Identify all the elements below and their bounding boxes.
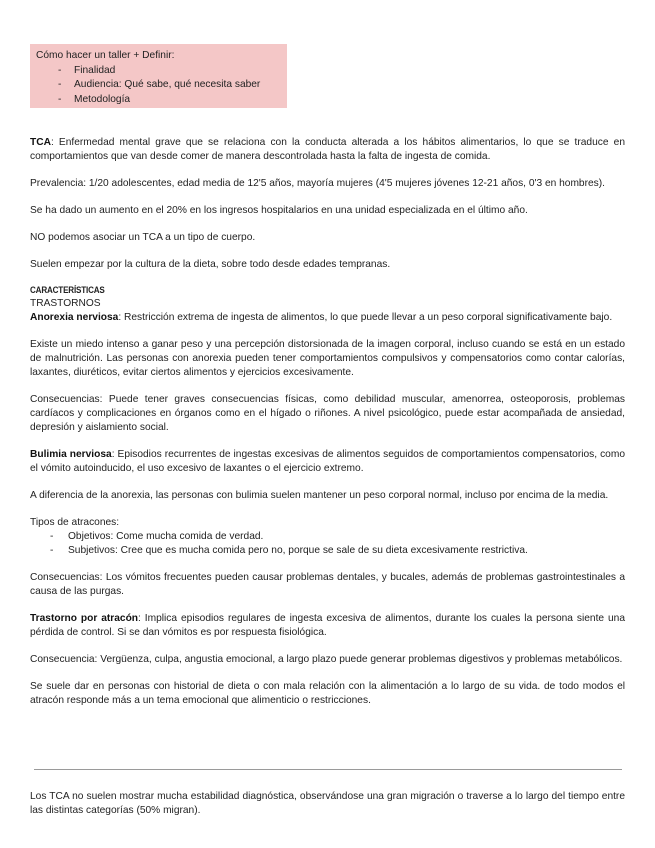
note-title: Cómo hacer un taller + Definir: <box>36 50 175 61</box>
note-list <box>36 64 281 108</box>
anorexia-definition <box>30 311 625 325</box>
bulimia-difference-paragraph: A diferencia de la anorexia, las personas con bulimia suelen mantener un peso corporal normal, incluso por encima de la media. <box>30 490 609 501</box>
section-subtitle: TRASTORNOS <box>30 298 101 309</box>
anorexia-definition-text: : Restricción extrema de ingesta de alimentos, lo que puede llevar a un peso corporal significativamente bajo. <box>118 312 613 323</box>
diet-culture-paragraph: Suelen empezar por la cultura de la dieta, sobre todo desde edades tempranas. <box>30 259 391 270</box>
workshop-note-box <box>30 44 287 108</box>
anorexia-consequences: Consecuencias: Puede tener graves consecuencias físicas, como debilidad muscular, amenorrea, osteoporosis, problemas cardíacos y complicaciones en órganos como en el hígado o riñones. A nivel psicológico, puede estar acompañada de ansiedad, depresión y aislamiento social. <box>30 394 625 433</box>
footer-section <box>30 790 625 818</box>
tca-definition-text: : Enfermedad mental grave que se relaciona con la conducta alterada a los hábitos alimentarios, lo que se traduce en comportamientos que van desde comer de manera descontrolada hasta la falta de ingesta de comida. <box>30 137 625 162</box>
tca-definition <box>30 136 625 164</box>
binge-type-objective: - Objetivos: Come mucha comida de verdad. <box>50 530 625 544</box>
anorexia-fear-paragraph: Existe un miedo intenso a ganar peso y una percepción distorsionada de la imagen corporal, incluso cuando se está en un estado de malnutrición. Las personas con anorexia pueden tener comportamientos compulsivos y compensatorios como contar calorías, laxantes, diuréticos, evitar ciertos alimentos y ejercicios excesivamente. <box>30 339 625 378</box>
bulimia-definition-text: : Episodios recurrentes de ingestas excesivas de alimentos seguidos de comportamientos compensatorios, como el vómito autoinducido, el uso excesivo de laxantes o el ejercicio extremo. <box>30 449 625 474</box>
binge-disorder-definition-text: : Implica episodios regulares de ingesta excesiva de alimentos, durante los cuales la persona siente una pérdida de control. Si se dan vómitos es por respuesta fisiológica. <box>30 613 625 638</box>
note-item-methodology: - Metodología <box>58 93 281 108</box>
binge-types-list <box>30 530 625 558</box>
bulimia-consequences: Consecuencias: Los vómitos frecuentes pueden causar problemas dentales, y bucales, además de problemas gastrointestinales a causa de las purgas. <box>30 572 625 597</box>
binge-type-subjective: - Subjetivos: Cree que es mucha comida pero no, porque se sale de su dieta excesivamente restrictiva. <box>50 544 625 558</box>
prevalence-paragraph: Prevalencia: 1/20 adolescentes, edad media de 12'5 años, mayoría mujeres (4'5 mujeres jóvenes 12-21 años, 0'3 en hombres). <box>30 178 605 189</box>
binge-disorder-history: Se suele dar en personas con historial de dieta o con mala relación con la alimentación a lo largo de su vida. de todo modos el atracón responde más a un tema emocional que alimenticio o restricciones. <box>30 681 625 706</box>
footer-paragraph: Los TCA no suelen mostrar mucha estabilidad diagnóstica, observándose una gran migración o traverse a lo largo del tiempo entre las distintas categorías (50% migran). <box>30 791 625 816</box>
horizontal-divider <box>34 769 622 770</box>
bulimia-definition <box>30 448 625 476</box>
bulimia-term: Bulimia nerviosa <box>30 449 112 460</box>
binge-disorder-consequences: Consecuencia: Vergüenza, culpa, angustia emocional, a largo plazo puede generar problemas digestivos y problemas metabólicos. <box>30 654 623 665</box>
section-title: CARACTERÍSTICAS <box>30 285 105 296</box>
increase-paragraph: Se ha dado un aumento en el 20% en los ingresos hospitalarios en una unidad especializada en el último año. <box>30 205 528 216</box>
anorexia-term: Anorexia nerviosa <box>30 312 119 323</box>
binge-disorder-term: Trastorno por atracón <box>30 613 139 624</box>
body-type-paragraph: NO podemos asociar un TCA a un tipo de cuerpo. <box>30 232 256 243</box>
note-item-purpose: - Finalidad <box>58 64 281 79</box>
tca-term: TCA <box>30 137 51 148</box>
binge-types-title: Tipos de atracones: <box>30 517 120 528</box>
main-content <box>30 136 625 708</box>
note-item-audience: - Audiencia: Qué sabe, qué necesita saber <box>58 78 281 93</box>
binge-disorder-definition <box>30 612 625 640</box>
